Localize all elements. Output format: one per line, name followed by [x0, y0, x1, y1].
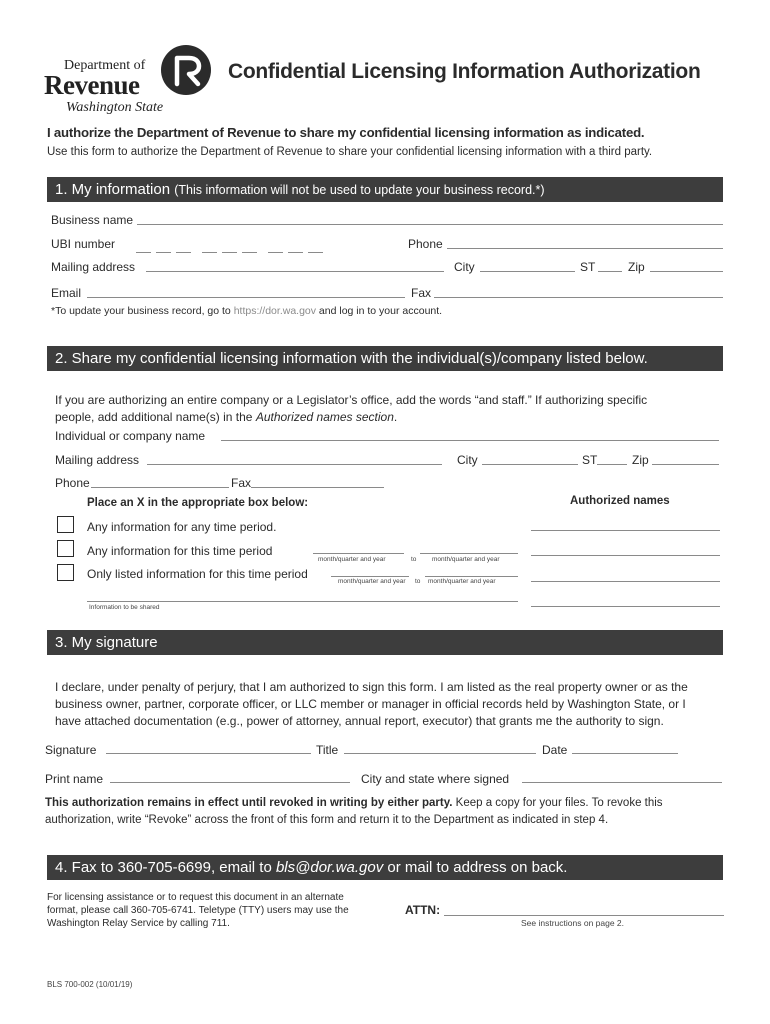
any-time-label: Any information for any time period.: [87, 520, 277, 534]
period-end-field[interactable]: [420, 553, 518, 554]
assist-line1: For licensing assistance or to request this document in an alternate: [47, 892, 344, 903]
attn-label: ATTN:: [405, 903, 441, 917]
intro-subtext: Use this form to authorize the Department of Revenue to share your confidential licensing information with a third party.: [47, 146, 653, 158]
mailing-address-field[interactable]: [146, 271, 444, 272]
any-time-checkbox[interactable]: [57, 516, 74, 533]
date-field[interactable]: [572, 753, 678, 754]
place-x-instruction: Place an X in the appropriate box below:: [87, 497, 309, 509]
authorized-names-ref: Authorized names section: [255, 410, 394, 424]
title-field[interactable]: [344, 753, 536, 754]
declaration-line3: have attached documentation (e.g., power of attorney, annual report, executor) that grants me the authority to sign.: [55, 714, 664, 728]
email-field[interactable]: [87, 297, 405, 298]
s2-zip-field[interactable]: [652, 464, 719, 465]
city-state-signed-label: City and state where signed: [361, 772, 510, 786]
section1-subtitle: (This information will not be used to update your business record.*): [174, 183, 545, 197]
business-name-field[interactable]: [137, 224, 723, 225]
logo-state-text: Washington State: [66, 100, 164, 115]
section3-header: [47, 630, 723, 655]
authorization-notice-line1: [45, 797, 663, 809]
authorization-notice-rest: Keep a copy for your files. To revoke this: [452, 797, 663, 809]
ubi-number-field[interactable]: [136, 240, 328, 258]
para-line2-prefix: people, add additional name(s) in the: [55, 410, 256, 424]
st-label: ST: [580, 260, 596, 274]
authorized-name-field[interactable]: [531, 555, 720, 556]
st-field[interactable]: [598, 271, 622, 272]
s2-phone-field[interactable]: [91, 487, 229, 488]
declaration-line1: I declare, under penalty of perjury, that I am authorized to sign this form. I am listed as the real property owner or as the: [55, 680, 688, 694]
section2-para-line2: [55, 410, 397, 424]
s2-st-field[interactable]: [597, 464, 627, 465]
print-name-label: Print name: [45, 772, 104, 786]
this-time-label: Any information for this time period: [87, 544, 273, 558]
note-suffix: and log in to your account.: [316, 305, 443, 317]
update-record-note: [51, 305, 442, 317]
info-to-share-caption: Information to be shared: [89, 604, 160, 611]
business-name-label: Business name: [51, 213, 134, 227]
period-start-field[interactable]: [313, 553, 404, 554]
section1-title: 1. My information: [55, 181, 171, 198]
fax-label: Fax: [411, 286, 432, 300]
s2-st-label: ST: [582, 453, 598, 467]
form-id: BLS 700-002 (10/01/19): [47, 980, 133, 989]
period-start-caption: month/quarter and year: [318, 556, 386, 563]
signature-field[interactable]: [106, 753, 311, 754]
city-field[interactable]: [480, 271, 575, 272]
section2-header: [47, 346, 723, 371]
zip-field[interactable]: [650, 271, 723, 272]
listed-end-caption: month/quarter and year: [428, 578, 496, 585]
city-label: City: [454, 260, 475, 274]
authorized-name-field[interactable]: [531, 581, 720, 582]
zip-label: Zip: [628, 260, 645, 274]
s2-zip-label: Zip: [632, 453, 649, 467]
declaration-line2: business owner, partner, corporate officer, or LLC member or manager in official records held by Washington State, or I: [55, 697, 686, 711]
intro-heading: I authorize the Department of Revenue to share my confidential licensing information as indicated.: [47, 125, 645, 140]
logo-dept-text: Department of: [64, 58, 146, 73]
listed-end-field[interactable]: [425, 576, 518, 577]
phone-field[interactable]: [447, 248, 723, 249]
section4-title-suffix: or mail to address on back.: [383, 859, 568, 876]
s2-fax-field[interactable]: [251, 487, 384, 488]
section1-header: [47, 177, 723, 202]
ubi-number-label: UBI number: [51, 237, 116, 251]
section2-para-line1: If you are authorizing an entire company or a Legislator’s office, add the words “and staff.” If authorizing specific: [55, 393, 648, 407]
dor-logo: [44, 44, 214, 116]
form-title: Confidential Licensing Information Authorization: [228, 60, 701, 83]
s2-mailing-address-field[interactable]: [147, 464, 442, 465]
listed-to-caption: to: [415, 578, 421, 585]
s2-mailing-address-label: Mailing address: [55, 453, 140, 467]
assist-line2: format, please call 360-705-6741. Teletype (TTY) users may use the: [47, 905, 349, 916]
revenue-r-icon: [160, 44, 212, 96]
s2-phone-label: Phone: [55, 476, 90, 490]
section4-email[interactable]: bls@dor.wa.gov: [275, 859, 384, 876]
period-to-caption: to: [411, 556, 417, 563]
section2-title: 2. Share my confidential licensing information with the individual(s)/company listed below.: [55, 350, 648, 367]
section3-title: 3. My signature: [55, 634, 158, 651]
s2-city-field[interactable]: [482, 464, 578, 465]
logo-revenue-text: Revenue: [44, 70, 140, 100]
listed-info-label: Only listed information for this time period: [87, 567, 308, 581]
individual-company-field[interactable]: [221, 440, 719, 441]
title-label: Title: [316, 743, 339, 757]
assist-line3: Washington Relay Service by calling 711.: [47, 918, 230, 929]
s2-city-label: City: [457, 453, 478, 467]
print-name-field[interactable]: [110, 782, 350, 783]
date-label: Date: [542, 743, 568, 757]
section4-title-prefix: 4. Fax to 360-705-6699, email to: [55, 859, 276, 876]
period-end-caption: month/quarter and year: [432, 556, 500, 563]
phone-label: Phone: [408, 237, 443, 251]
mailing-address-label: Mailing address: [51, 260, 136, 274]
authorized-name-field[interactable]: [531, 606, 720, 607]
note-prefix: *To update your business record, go to: [51, 305, 234, 317]
info-to-share-field[interactable]: [87, 601, 518, 602]
attn-field[interactable]: [444, 915, 724, 916]
fax-field[interactable]: [434, 297, 723, 298]
listed-start-field[interactable]: [331, 576, 409, 577]
s2-fax-label: Fax: [231, 476, 252, 490]
para-line2-suffix: .: [393, 410, 398, 424]
dor-link[interactable]: https://dor.wa.gov: [233, 305, 317, 317]
authorized-name-field[interactable]: [531, 530, 720, 531]
email-label: Email: [51, 286, 82, 300]
authorization-notice-bold: This authorization remains in effect until revoked in writing by either party.: [45, 797, 453, 809]
signature-label: Signature: [45, 743, 97, 757]
individual-company-label: Individual or company name: [55, 429, 206, 443]
city-state-signed-field[interactable]: [522, 782, 722, 783]
section4-header: [47, 855, 723, 880]
see-instructions: See instructions on page 2.: [521, 918, 625, 928]
authorization-notice-line2: authorization, write “Revoke” across the front of this form and return it to the Department as indicated in step 4.: [45, 814, 609, 826]
listed-info-checkbox[interactable]: [57, 564, 74, 581]
authorized-names-heading: Authorized names: [570, 495, 670, 507]
listed-start-caption: month/quarter and year: [338, 578, 406, 585]
this-time-checkbox[interactable]: [57, 540, 74, 557]
